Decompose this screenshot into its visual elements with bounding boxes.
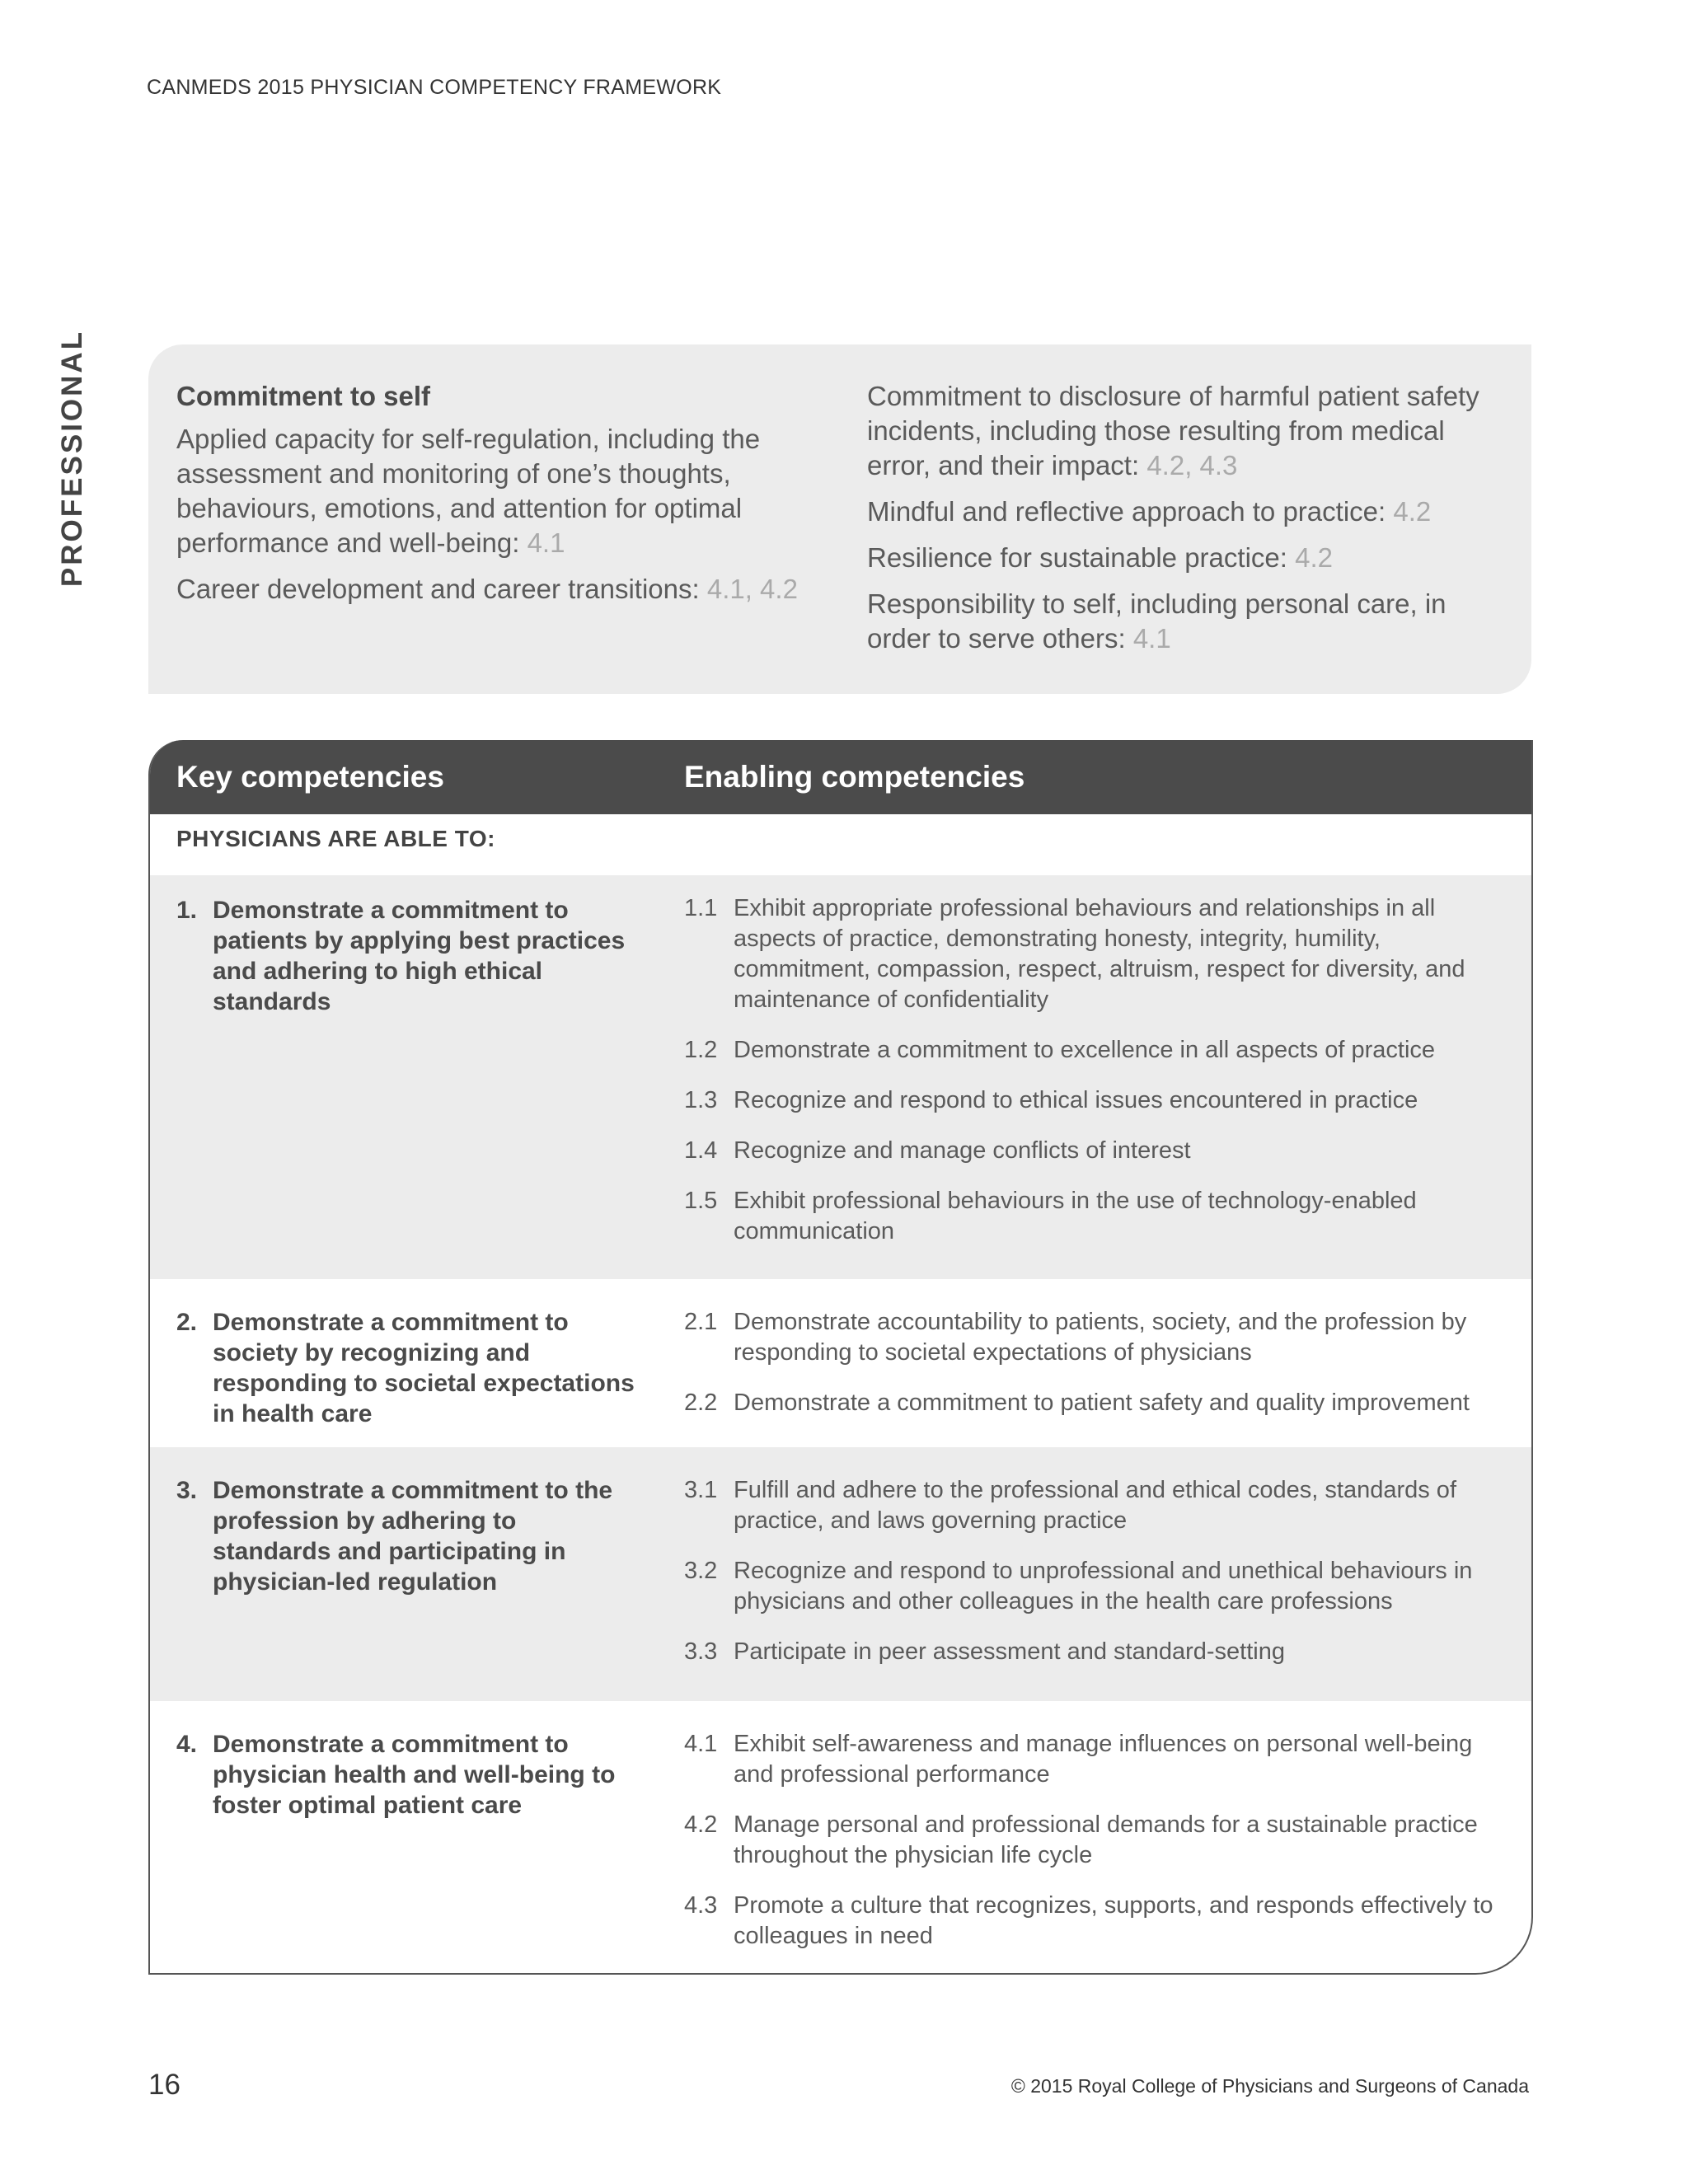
key-competency: [176, 1475, 638, 1597]
enabling-text: Recognize and respond to unprofessional and unethical behaviours in physicians and other colleagues in the health care professions: [734, 1558, 1473, 1615]
table-subheading: PHYSICIANS ARE ABLE TO:: [176, 826, 495, 851]
summary-entry: [867, 379, 1510, 483]
summary-entry-text: Career development and career transitions:: [176, 574, 707, 604]
summary-entry-text: Resilience for sustainable practice:: [867, 542, 1296, 573]
enabling-text: Recognize and manage conflicts of interest: [734, 1137, 1191, 1164]
enabling-number: 3.3: [684, 1638, 718, 1665]
enabling-competency: [684, 1035, 1500, 1066]
key-competency: [176, 895, 638, 1017]
running-header: CANMEDS 2015 PHYSICIAN COMPETENCY FRAMEWORK: [147, 76, 722, 99]
key-competency-number: 4.: [176, 1731, 198, 1758]
summary-entry: [867, 494, 1510, 529]
enabling-competency: [684, 1556, 1500, 1617]
enabling-competency: [684, 1307, 1500, 1368]
enabling-text: Demonstrate accountability to patients, society, and the profession by responding to societal expectations of physicians: [734, 1309, 1467, 1366]
key-competency-text: Demonstrate a commitment to society by recognizing and responding to societal expectations in health care: [213, 1309, 635, 1427]
summary-entry-refs: 4.2: [1295, 542, 1333, 573]
enabling-number: 3.2: [684, 1558, 718, 1584]
enabling-competency: [684, 1810, 1500, 1871]
enabling-number: 3.1: [684, 1477, 718, 1503]
competency-table: [148, 740, 1533, 1975]
enabling-competency: [684, 1637, 1500, 1667]
key-competency: [176, 1307, 638, 1429]
summary-entry-text: Mindful and reflective approach to practice:: [867, 496, 1394, 527]
enabling-list: [684, 1729, 1500, 1971]
copyright-notice: © 2015 Royal College of Physicians and Surgeons of Canada: [1010, 2075, 1529, 2097]
enabling-number: 2.2: [684, 1390, 718, 1416]
key-competency-number: 2.: [176, 1309, 198, 1336]
competency-row-3: [150, 1447, 1531, 1701]
enabling-text: Fulfill and adhere to the professional and ethical codes, standards of practice, and laws governing practice: [734, 1477, 1456, 1534]
enabling-number: 1.4: [684, 1137, 718, 1164]
key-competency: [176, 1729, 638, 1821]
summary-left-column: [176, 379, 803, 618]
enabling-competency: [684, 1475, 1500, 1536]
key-competency-text: Demonstrate a commitment to the profession by adhering to standards and participating in physician-led regulation: [213, 1477, 613, 1596]
competency-row-2: [150, 1279, 1531, 1447]
enabling-text: Exhibit professional behaviours in the use of technology-enabled communication: [734, 1188, 1417, 1244]
summary-entry: [867, 587, 1510, 656]
key-competency-text: Demonstrate a commitment to patients by applying best practices and adhering to high ethical standards: [213, 897, 626, 1015]
summary-entry: [176, 572, 803, 607]
enabling-number: 1.5: [684, 1188, 718, 1214]
key-competency-number: 3.: [176, 1477, 198, 1504]
key-competency-number: 1.: [176, 897, 198, 924]
enabling-number: 4.3: [684, 1892, 718, 1919]
page-number: 16: [148, 2069, 181, 2101]
section-side-tab: [48, 329, 97, 588]
key-competency-text: Demonstrate a commitment to physician health and well-being to foster optimal patient care: [213, 1731, 616, 1819]
summary-right-column: [867, 379, 1510, 668]
enabling-number: 1.1: [684, 895, 718, 921]
side-tab-label: PROFESSIONAL: [56, 329, 88, 588]
summary-entry-text: Applied capacity for self-regulation, including the assessment and monitoring of one’s thoughts, behaviours, emotions, and attention for optimal performance and well-being:: [176, 424, 761, 558]
enabling-text: Promote a culture that recognizes, supports, and responds effectively to colleagues in need: [734, 1892, 1493, 1949]
enabling-list: [684, 1475, 1500, 1687]
summary-entry-refs: 4.1: [527, 527, 565, 558]
summary-entry-text: Responsibility to self, including personal care, in order to serve others:: [867, 588, 1447, 654]
enabling-competencies-header: Enabling competencies: [684, 760, 1025, 794]
summary-entry-refs: 4.2, 4.3: [1146, 450, 1238, 480]
enabling-competency: [684, 1136, 1500, 1166]
enabling-text: Recognize and respond to ethical issues encountered in practice: [734, 1087, 1418, 1113]
enabling-competency: [684, 1891, 1500, 1952]
enabling-list: [684, 1307, 1500, 1438]
competency-row-4: [150, 1701, 1531, 1973]
summary-entry: [176, 422, 803, 560]
enabling-text: Manage personal and professional demands for a sustainable practice throughout the physician life cycle: [734, 1811, 1478, 1868]
table-header: [150, 740, 1531, 814]
summary-entry-refs: 4.1, 4.2: [706, 574, 798, 604]
summary-entry-refs: 4.2: [1393, 496, 1432, 527]
enabling-text: Exhibit appropriate professional behaviours and relationships in all aspects of practice, demonstrating honesty, integrity, humility, commitment, compassion, respect, altruism, respect for diversity, and maintenance of confidentiality: [734, 895, 1465, 1013]
enabling-text: Demonstrate a commitment to patient safety and quality improvement: [734, 1390, 1470, 1416]
enabling-number: 4.2: [684, 1811, 718, 1838]
enabling-text: Exhibit self-awareness and manage influences on personal well-being and professional performance: [734, 1731, 1473, 1788]
summary-box: [148, 344, 1531, 694]
key-competencies-header: Key competencies: [176, 760, 444, 794]
enabling-list: [684, 893, 1500, 1267]
enabling-text: Participate in peer assessment and standard-setting: [734, 1638, 1285, 1665]
enabling-competency: [684, 893, 1500, 1015]
enabling-competency: [684, 1388, 1500, 1418]
competency-row-1: [150, 875, 1531, 1279]
enabling-number: 1.3: [684, 1087, 718, 1113]
enabling-number: 1.2: [684, 1037, 718, 1063]
summary-entry-refs: 4.1: [1132, 623, 1171, 654]
summary-heading: Commitment to self: [176, 381, 431, 411]
enabling-number: 2.1: [684, 1309, 718, 1335]
enabling-competency: [684, 1729, 1500, 1790]
enabling-text: Demonstrate a commitment to excellence in all aspects of practice: [734, 1037, 1436, 1063]
enabling-number: 4.1: [684, 1731, 718, 1757]
enabling-competency: [684, 1186, 1500, 1247]
summary-entry: [867, 541, 1510, 575]
enabling-competency: [684, 1085, 1500, 1116]
summary-entry-text: Commitment to disclosure of harmful patient safety incidents, including those resulting from medical error, and their impact:: [867, 381, 1479, 480]
